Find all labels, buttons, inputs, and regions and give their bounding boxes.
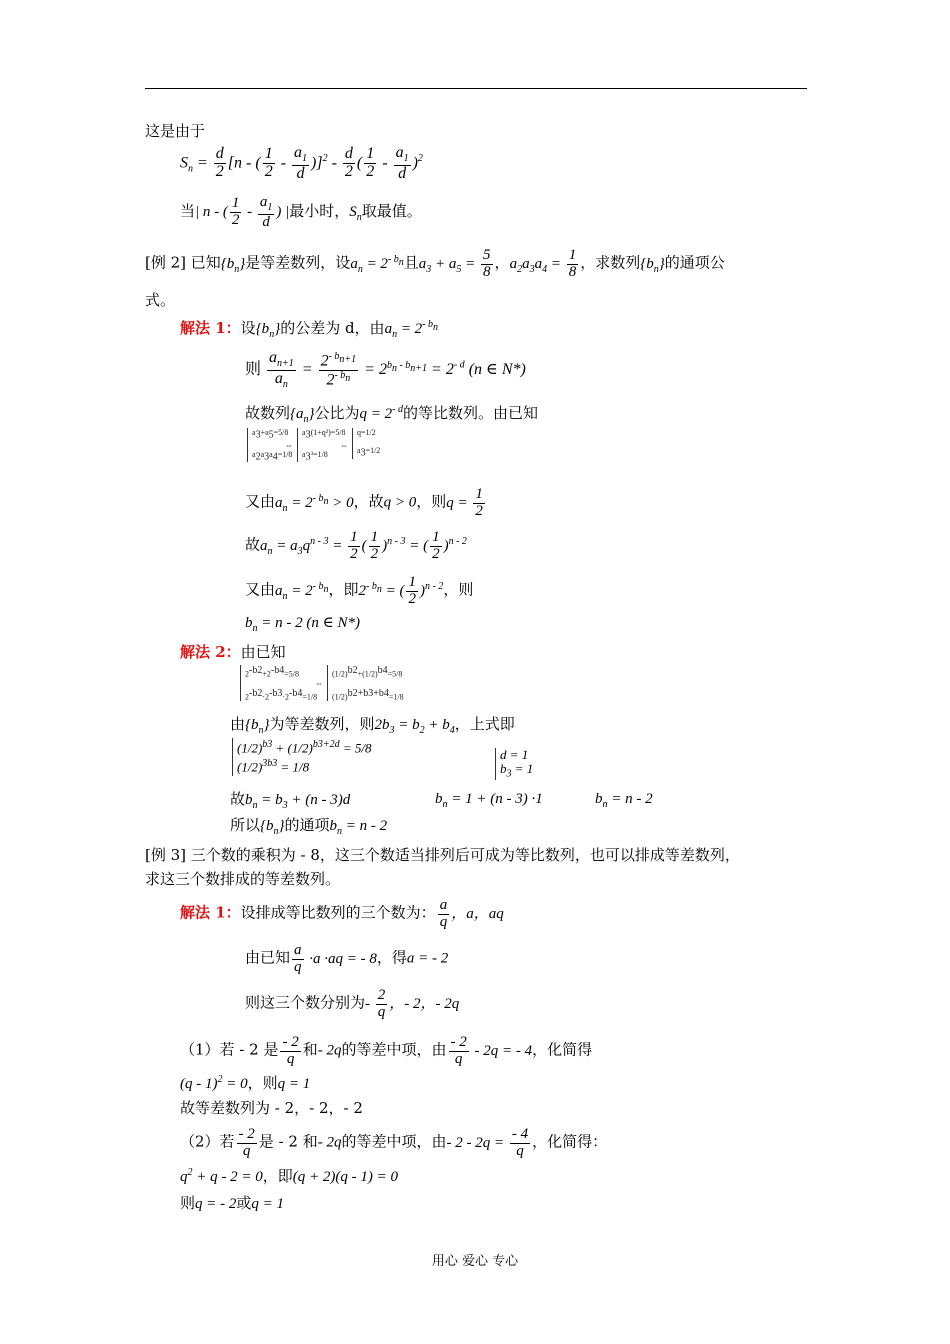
text-line: 故等差数列为 - 2，- 2，- 2 [180,1099,363,1117]
text-line: (q - 1)$^2$ = 0，则q = 1 [180,1074,311,1092]
text-line: 所以$\{b_n\}$的通项$b_n = n - 2$ [230,816,388,837]
text-line: 式。 [145,291,176,309]
text-line: 当| n - ( $\frac{1}{2}$ - $\frac{a_1}{d}$ ) |最小时，$S_n$取最值。 [180,194,422,230]
text-line: 又由$a_n = 2^{- b_n}$，即$2^{- b_n}$ = ( $\frac{1}{2}$ )$^{n - 2}$，则 [245,574,474,607]
tiny-system: q=1/2 $a_3=1/2$ [352,428,380,459]
formula-bn: $b_n = n - 2$ (n ∈ N*) [245,615,360,634]
text-line: 求这三个数排成的等差数列。 [145,870,341,888]
solution-label: 解法 1： [180,319,241,337]
text-line: 则这三个数分别为- $\frac{2}{q}$ ，- 2，- 2q [245,987,460,1020]
formula: $b_n = 1 + (n - 3) \cdot 1$ [435,791,543,810]
header-rule [145,88,807,89]
formula: $b_n = n - 2$ [595,791,653,810]
example-3: [例 3] 三个数的乘积为 - 8，这三个数适当排列后可成为等比数列，也可以排成等差数列， [145,846,740,864]
solution-1-line: 解法 1：设$\{b_n\}$的公差为 d，由$a_n = 2^{- b_n}$ [180,319,439,340]
system-eq: $(1/2)^{b3} + (1/2)^{b3+2d} = 5/8$ $(1/2)^{3b3} = 1/8$ [232,738,371,776]
case-2: （2）若 $\frac{- 2}{q}$ 是 - 2 和- 2q的等差中项，由- 2 - 2q = $\frac{- 4}{q}$ ，化简得： [180,1126,608,1159]
tiny-system: $2^{-b2}+2^{-b4}=5/8$ $2^{-b2}\cdot 2^{-b3}\cdot 2^{-b4}=1/8$ [240,665,317,701]
text-line: 故$b_n = b_3 + (n - 3)d$ [230,790,351,811]
solution-2-line: 解法 2：由已知 [180,643,286,661]
example-2: [例 2] 已知$\{b_n\}$是等差数列，设$a_n = 2^{- b_n}$且$a_3 + a_5$ = $\frac{5}{8}$ ，$a_2a_3a_4$ = $\frac{1}{8}$ ，求数列$\{b_n\}$的通项公 [145,247,725,280]
page-footer: 用心 爱心 专心 [431,1254,519,1269]
text-line: 故$a_n = a_3q^{n - 3}$ = $\frac{1}{2}$ ( $\frac{1}{2}$ )$^{n - 3}$ = ( $\frac{1}{2}$ )$^{n - 2}$ [245,529,467,562]
text-line: 这是由于 [145,122,206,140]
text-line: $q^2 + q - 2 = 0$，即(q + 2)(q - 1) = 0 [180,1167,398,1185]
tiny-system: $a_3(1+q^2)=5/8$ $a_3^3=1/8$ [297,428,346,462]
text-line: 则q = - 2或q = 1 [180,1194,285,1212]
solution-3-line: 解法 1：设排成等比数列的三个数为： $\frac{a}{q}$ ，a，aq [180,897,504,930]
solution-label: 解法 2： [180,643,241,661]
text-line: 由$\{b_n\}$为等差数列，则$2b_3 = b_2 + b_4$，上式即 [230,715,515,736]
text-line: 故数列$\{a_n\}$公比为$q = 2^{- d}$的等比数列。由已知 [245,404,539,425]
solution-label: 解法 1： [180,903,241,922]
formula-ratio: 则 $\frac{a_{n+1}}{a_n}$ = $\frac{2^{- b_{n+1}}}{2^{- b_n}}$ = $2^{b_n - b_{n+1}} = 2^{- d}$ (n ∈ N*) [245,349,526,390]
tiny-system: $a_3+a_5=5/8$ $a_2a_3a_4=1/8$ [247,428,292,462]
system-eq: d = 1 $b_3 = 1$ [495,748,533,780]
text-line: 由已知 $\frac{a}{q}$ ·a ·aq = - 8，得a = - 2 [245,942,449,975]
case-1: （1）若 - 2 是 $\frac{- 2}{q}$ 和- 2q的等差中项，由 $\frac{- 2}{q}$ - 2q = - 4，化简得 [180,1034,593,1067]
text-line: 又由$a_n = 2^{- b_n} > 0$，故q > 0，则q = $\frac{1}{2}$ [245,486,483,519]
tiny-system: $(1/2)^{b2}+(1/2)^{b4}=5/8$ $(1/2)^{b2+b3+b4}=1/8$ [327,665,404,701]
formula-sn: $S_n$ = $\frac{d}{2}$ [n - ( $\frac{1}{2}$ - $\frac{a_1}{d}$ )]$^2$ - $\frac{d}{2}$ ( $\frac{1}{2}$ - $\frac{a_1}{d}$ )$^2$ [180,144,423,182]
